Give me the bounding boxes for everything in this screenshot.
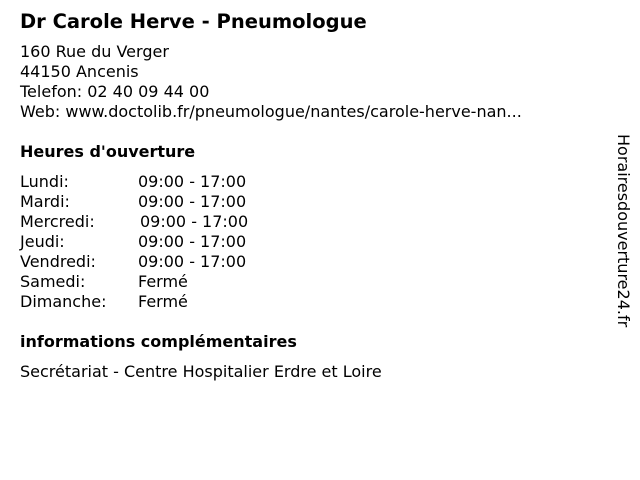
- opening-hours-table: [20, 172, 600, 312]
- business-title: Dr Carole Herve - Pneumologue: [20, 10, 367, 33]
- hours-row-samedi: [20, 272, 600, 292]
- hours-day: Mercredi:: [20, 212, 95, 231]
- hours-day: Lundi:: [20, 172, 69, 191]
- hours-time: 09:00 - 17:00: [138, 192, 247, 211]
- hours-time: 09:00 - 17:00: [140, 212, 249, 231]
- additional-info-heading: informations complémentaires: [20, 332, 297, 351]
- hours-row-dimanche: [20, 292, 600, 312]
- hours-day: Dimanche:: [20, 292, 107, 311]
- opening-hours-heading: Heures d'ouverture: [20, 142, 196, 161]
- hours-row-jeudi: [20, 232, 600, 252]
- website-link[interactable]: Web: www.doctolib.fr/pneumologue/nantes/carole-herve-nan...: [20, 102, 522, 121]
- additional-info-text: Secrétariat - Centre Hospitalier Erdre et Loire: [20, 362, 382, 381]
- hours-time: Fermé: [138, 272, 188, 291]
- city-address: 44150 Ancenis: [20, 62, 139, 81]
- hours-row-vendredi: [20, 252, 600, 272]
- hours-day: Vendredi:: [20, 252, 96, 271]
- business-card: [20, 10, 600, 382]
- hours-time: 09:00 - 17:00: [138, 172, 247, 191]
- site-watermark: Horairesdouverture24.fr: [614, 134, 633, 328]
- hours-day: Samedi:: [20, 272, 86, 291]
- hours-time: 09:00 - 17:00: [138, 232, 247, 251]
- hours-row-lundi: [20, 172, 600, 192]
- hours-time: Fermé: [138, 292, 188, 311]
- hours-time: 09:00 - 17:00: [138, 252, 247, 271]
- street-address: 160 Rue du Verger: [20, 42, 169, 61]
- phone-number: Telefon: 02 40 09 44 00: [20, 82, 210, 101]
- hours-row-mercredi: [20, 212, 600, 232]
- hours-day: Mardi:: [20, 192, 70, 211]
- hours-row-mardi: [20, 192, 600, 212]
- hours-day: Jeudi:: [20, 232, 65, 251]
